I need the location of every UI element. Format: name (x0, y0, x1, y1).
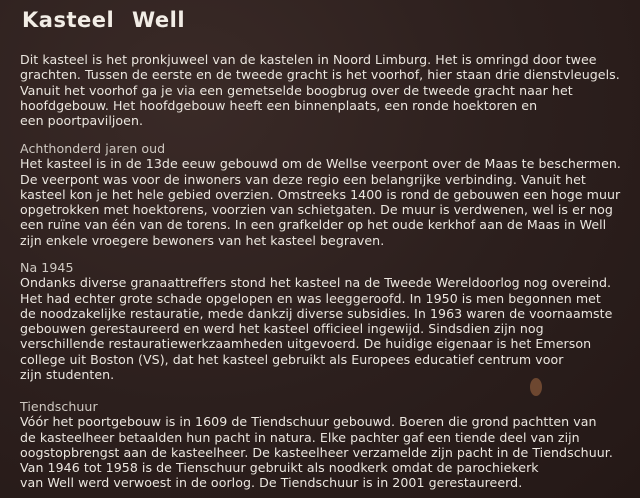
text-line: Ondanks diverse granaattreffers stond het kasteel na de Tweede Wereldoorlog nog overeind. (20, 275, 612, 291)
text-line: Vóór het poortgebouw is in 1609 de Tiendschuur gebouwd. Boeren die grond pachtten van (20, 414, 597, 430)
text-line: oogstopbrengst aan de kasteelheer. De kasteelheer verzamelde zijn pacht in de Tiendschuur. (20, 444, 613, 460)
text-line: verschillende restauratiewerkzaamheden uitgevoerd. De huidige eigenaar is het Emerson (20, 336, 592, 352)
weather-stain (530, 378, 542, 396)
text-line: hoofdgebouw. Het hoofdgebouw heeft een binnenplaats, een ronde hoektoren en (20, 97, 538, 113)
text-line: Vanuit het voorhof ga je via een gemetselde boogbrug over de tweede gracht naar het (20, 82, 573, 98)
text-line: De veerpont was voor de inwoners van deze regio een belangrijke verbinding. Vanuit het (20, 171, 586, 187)
text-line: zijn enkele vroegere bewoners van het kasteel begraven. (20, 232, 385, 248)
section-heading: Tiendschuur (20, 399, 98, 414)
text-line: gebouwen gerestaureerd en werd het kasteel officieel ingewijd. Sindsdien zijn nog (20, 321, 544, 337)
text-line: kasteel kon je het hele gebied overzien. Omstreeks 1400 is rond de gebouwen een hoge muur (20, 186, 621, 202)
text-line: een poortpaviljoen. (20, 113, 144, 129)
section-heading: Na 1945 (20, 260, 74, 275)
text-line: Van 1946 tot 1958 is de Tienschuur gebruikt als noodkerk omdat de parochiekerk (20, 460, 539, 476)
text-line: de noodzakelijke restauratie, mede dankzij diverse subsidies. In 1963 waren de voornaamste (20, 305, 613, 321)
text-line: een ruïne van één van de torens. In een grafkelder op het oude kerkhof aan de Maas in Well (20, 217, 607, 233)
sign-title: Kasteel Well (22, 8, 186, 32)
section-tiendschuur (20, 399, 634, 491)
text-line: van Well werd verwoest in de oorlog. De Tiendschuur is in 2001 gerestaureerd. (20, 475, 523, 491)
text-line: opgetrokken met hoektorens, voorzien van schietgaten. De muur is verdwenen, wel is er nog (20, 202, 613, 218)
text-line: zijn studenten. (20, 367, 115, 383)
section-heading: Achthonderd jaren oud (20, 141, 166, 156)
text-line: Het kasteel is in de 13de eeuw gebouwd om de Wellse veerpont over de Maas te beschermen. (20, 156, 621, 172)
intro-paragraph (20, 52, 634, 128)
text-line: college uit Boston (VS), dat het kasteel gebruikt als Europees educatief centrum voor (20, 351, 564, 367)
section-achthonderd-jaren (20, 141, 634, 248)
text-line: grachten. Tussen de eerste en de tweede gracht is het voorhof, hier staan drie dienstvleugels. (20, 67, 620, 83)
text-line: Dit kasteel is het pronkjuweel van de kastelen in Noord Limburg. Het is omringd door twee (20, 52, 597, 67)
text-line: de kasteelheer betaalden hun pacht in natura. Elke pachter gaf een tiende deel van zijn (20, 429, 580, 445)
text-line: Het had echter grote schade opgelopen en was leeggeroofd. In 1950 is men begonnen met (20, 290, 601, 306)
section-na-1945 (20, 260, 634, 382)
